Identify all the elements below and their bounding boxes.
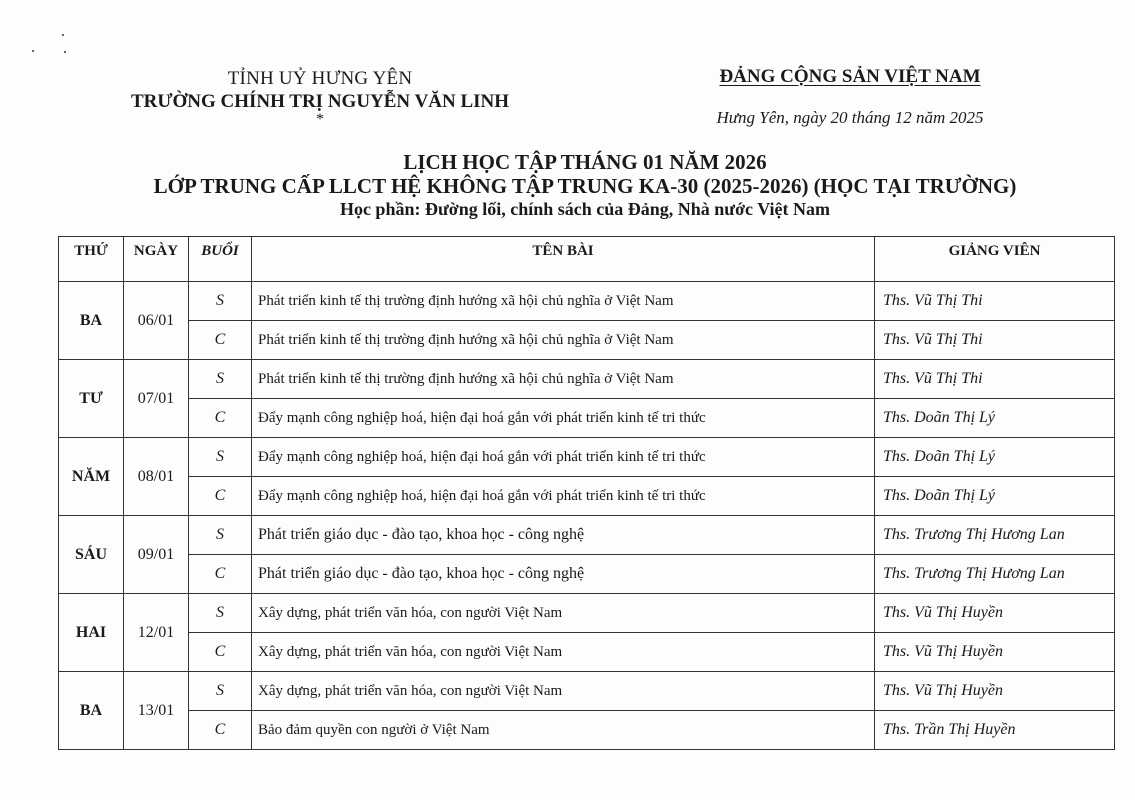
lecturer: Ths. Trương Thị Hương Lan — [875, 516, 1115, 555]
issuing-organization — [130, 68, 510, 127]
lesson-title: Phát triển kinh tế thị trường định hướng xã hội chủ nghĩa ở Việt Nam — [252, 282, 875, 321]
day-name: BA — [59, 282, 124, 360]
lesson-title: Xây dựng, phát triển văn hóa, con người Việt Nam — [252, 672, 875, 711]
day-name: TƯ — [59, 360, 124, 438]
session-code: S — [189, 360, 252, 399]
table-row — [59, 633, 1115, 672]
table-row — [59, 672, 1115, 711]
table-row — [59, 477, 1115, 516]
day-name: SÁU — [59, 516, 124, 594]
table-row — [59, 516, 1115, 555]
lesson-title: Bảo đảm quyền con người ở Việt Nam — [252, 711, 875, 750]
scan-speck — [32, 50, 34, 52]
lecturer: Ths. Vũ Thị Huyền — [875, 633, 1115, 672]
table-row — [59, 399, 1115, 438]
session-code: C — [189, 633, 252, 672]
header-buoi: BUỔI — [189, 237, 252, 282]
table-row — [59, 360, 1115, 399]
lesson-title: Đẩy mạnh công nghiệp hoá, hiện đại hoá gắn với phát triển kinh tế tri thức — [252, 438, 875, 477]
session-code: C — [189, 711, 252, 750]
session-code: C — [189, 399, 252, 438]
title-line3: Học phần: Đường lối, chính sách của Đảng, Nhà nước Việt Nam — [339, 199, 831, 219]
header-thu: THỨ — [59, 237, 124, 282]
title-line2: LỚP TRUNG CẤP LLCT HỆ KHÔNG TẬP TRUNG KA-30 (2025-2026) (HỌC TẠI TRƯỜNG) — [153, 174, 1017, 198]
day-date: 09/01 — [124, 516, 189, 594]
lesson-title: Đẩy mạnh công nghiệp hoá, hiện đại hoá gắn với phát triển kinh tế tri thức — [252, 477, 875, 516]
session-code: S — [189, 438, 252, 477]
day-name: HAI — [59, 594, 124, 672]
lesson-title: Phát triển kinh tế thị trường định hướng xã hội chủ nghĩa ở Việt Nam — [252, 321, 875, 360]
lecturer: Ths. Vũ Thị Thi — [875, 321, 1115, 360]
org-line1: TỈNH UỶ HƯNG YÊN — [227, 68, 413, 89]
lesson-title: Phát triển giáo dục - đào tạo, khoa học - công nghệ — [252, 516, 875, 555]
scan-speck — [64, 51, 66, 53]
session-code: S — [189, 516, 252, 555]
lesson-title: Xây dựng, phát triển văn hóa, con người Việt Nam — [252, 594, 875, 633]
day-date: 13/01 — [124, 672, 189, 750]
session-code: S — [189, 594, 252, 633]
party-name: ĐẢNG CỘNG SẢN VIỆT NAM — [719, 66, 981, 87]
header-ten-bai: TÊN BÀI — [252, 237, 875, 282]
schedule-table — [58, 236, 1115, 750]
org-star: * — [316, 111, 324, 128]
table-row — [59, 321, 1115, 360]
lecturer: Ths. Trương Thị Hương Lan — [875, 555, 1115, 594]
table-row — [59, 711, 1115, 750]
place-date: Hưng Yên, ngày 20 tháng 12 năm 2025 — [716, 108, 984, 127]
title-line1: LỊCH HỌC TẬP THÁNG 01 NĂM 2026 — [403, 150, 767, 174]
session-code: C — [189, 477, 252, 516]
session-code: S — [189, 282, 252, 321]
lecturer: Ths. Vũ Thị Huyền — [875, 672, 1115, 711]
lecturer: Ths. Vũ Thị Thi — [875, 282, 1115, 321]
day-date: 07/01 — [124, 360, 189, 438]
day-name: BA — [59, 672, 124, 750]
table-row — [59, 594, 1115, 633]
lecturer: Ths. Trần Thị Huyền — [875, 711, 1115, 750]
scan-speck — [62, 34, 64, 36]
lesson-title: Phát triển kinh tế thị trường định hướng xã hội chủ nghĩa ở Việt Nam — [252, 360, 875, 399]
session-code: C — [189, 321, 252, 360]
table-header-row — [59, 237, 1115, 282]
lecturer: Ths. Vũ Thị Thi — [875, 360, 1115, 399]
session-code: S — [189, 672, 252, 711]
day-date: 06/01 — [124, 282, 189, 360]
lecturer: Ths. Vũ Thị Huyền — [875, 594, 1115, 633]
lesson-title: Đẩy mạnh công nghiệp hoá, hiện đại hoá gắn với phát triển kinh tế tri thức — [252, 399, 875, 438]
lecturer: Ths. Doãn Thị Lý — [875, 438, 1115, 477]
table-row — [59, 438, 1115, 477]
table-row — [59, 282, 1115, 321]
lesson-title: Xây dựng, phát triển văn hóa, con người Việt Nam — [252, 633, 875, 672]
lecturer: Ths. Doãn Thị Lý — [875, 477, 1115, 516]
document-title — [0, 150, 1135, 220]
header-giang-vien: GIẢNG VIÊN — [875, 237, 1115, 282]
day-date: 08/01 — [124, 438, 189, 516]
lesson-title: Phát triển giáo dục - đào tạo, khoa học - công nghệ — [252, 555, 875, 594]
session-code: C — [189, 555, 252, 594]
table-row — [59, 555, 1115, 594]
day-name: NĂM — [59, 438, 124, 516]
day-date: 12/01 — [124, 594, 189, 672]
header-ngay: NGÀY — [124, 237, 189, 282]
lecturer: Ths. Doãn Thị Lý — [875, 399, 1115, 438]
org-line2: TRƯỜNG CHÍNH TRỊ NGUYỄN VĂN LINH — [130, 91, 510, 112]
national-header — [690, 66, 1010, 128]
